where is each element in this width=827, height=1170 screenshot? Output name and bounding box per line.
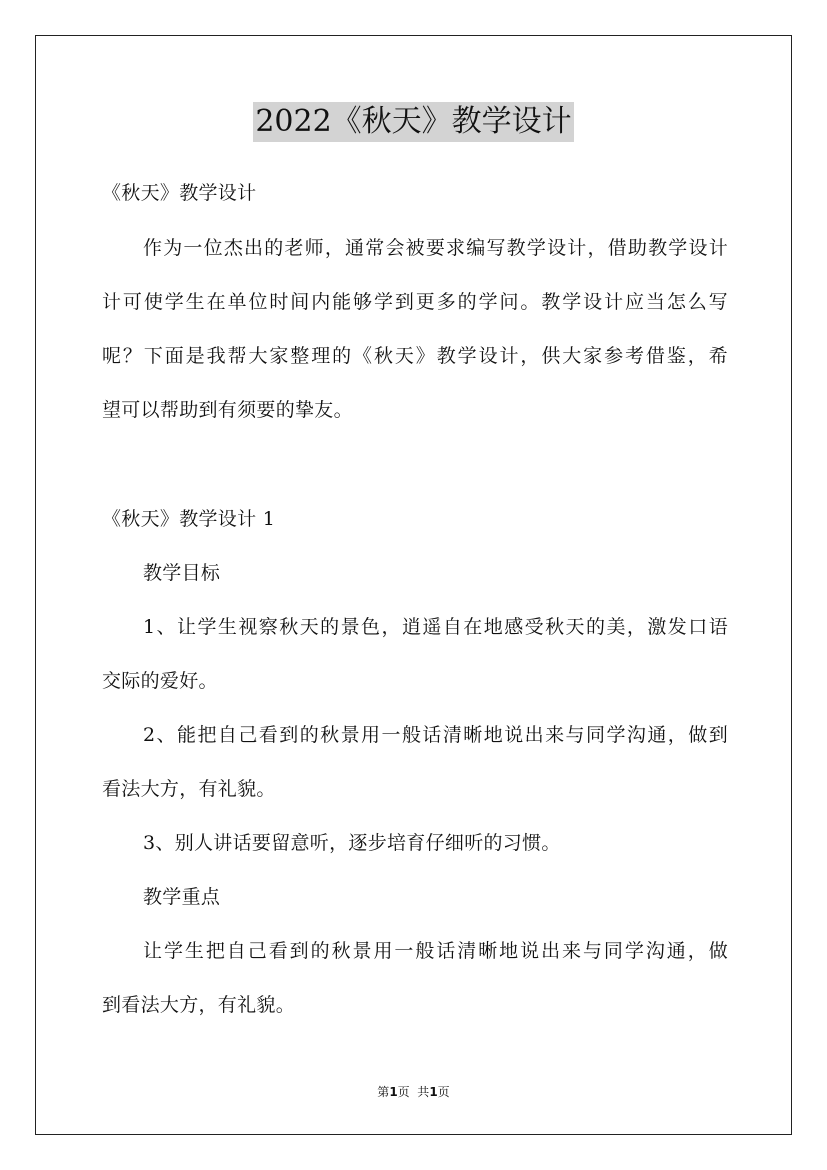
- intro-line-1: 作为一位杰出的老师，通常会被要求编写教学设计，借助教学设计: [143, 237, 728, 259]
- key-heading: 教学重点: [143, 886, 221, 908]
- goal-2-line-1: 2、能把自己看到的秋景用一般话清晰地说出来与同学沟通，做到: [143, 724, 728, 746]
- footer-page-mid: 页 共: [397, 1085, 430, 1099]
- subheading: 《秋天》教学设计: [102, 182, 257, 204]
- footer-page-number: 1: [389, 1085, 398, 1099]
- key-line-1: 让学生把自己看到的秋景用一般话清晰地说出来与同学沟通，做: [143, 940, 728, 962]
- document-title: 2022《秋天》教学设计: [253, 102, 573, 142]
- goal-3: 3、别人讲话要留意听，逐步培育仔细听的习惯。: [143, 832, 561, 854]
- intro-line-3: 呢？下面是我帮大家整理的《秋天》教学设计，供大家参考借鉴，希: [102, 345, 728, 367]
- goal-1-line-2: 交际的爱好。: [102, 670, 218, 692]
- title-container: [0, 102, 827, 142]
- goal-1-line-1: 1、让学生视察秋天的景色，逍遥自在地感受秋天的美，激发口语: [143, 616, 728, 638]
- intro-line-2: 计可使学生在单位时间内能够学到更多的学问。教学设计应当怎么写: [102, 291, 728, 313]
- goal-2-line-2: 看法大方，有礼貌。: [102, 778, 276, 800]
- key-line-2: 到看法大方，有礼貌。: [102, 994, 296, 1016]
- section-title: 《秋天》教学设计 1: [102, 508, 276, 530]
- goals-heading: 教学目标: [143, 562, 221, 584]
- page-footer: [0, 1084, 827, 1100]
- footer-page-prefix: 第: [377, 1085, 390, 1099]
- footer-page-total: 1: [429, 1085, 438, 1099]
- intro-line-4: 望可以帮助到有须要的挚友。: [102, 399, 353, 421]
- footer-page-suffix: 页: [437, 1085, 450, 1099]
